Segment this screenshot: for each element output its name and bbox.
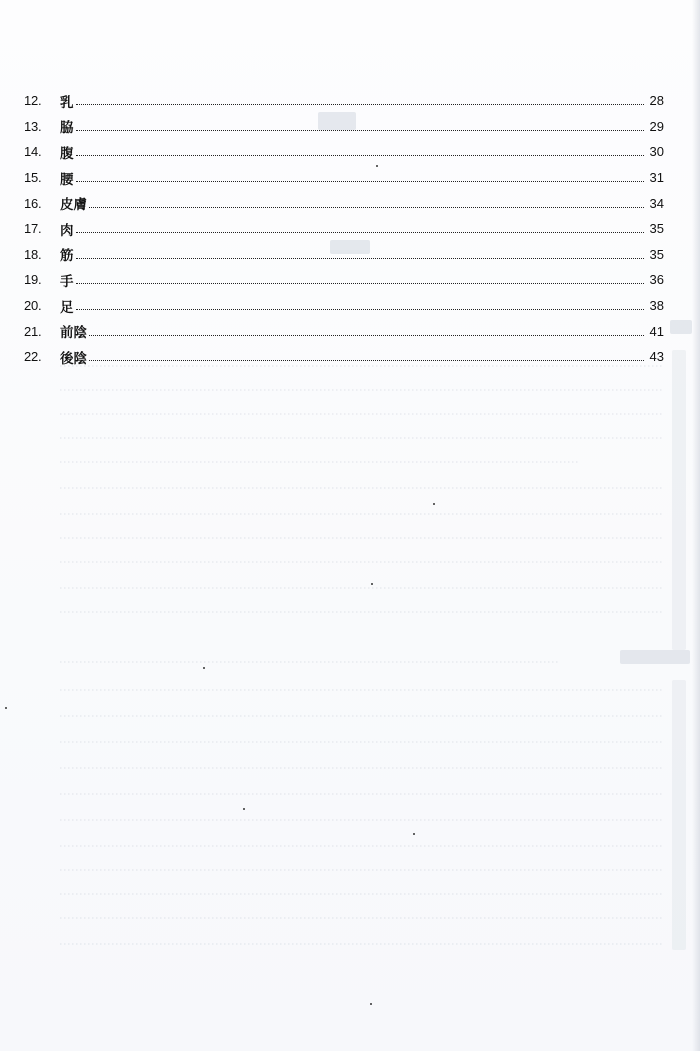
entry-title: 後陰 (60, 350, 87, 367)
dot-leader (76, 258, 645, 259)
scan-speck (376, 165, 378, 167)
toc-entry (24, 344, 664, 370)
scan-speck (433, 503, 435, 505)
entry-title: 足 (60, 299, 74, 316)
dot-leader (76, 232, 645, 233)
scan-speck (203, 667, 205, 669)
entry-title: 脇 (60, 120, 74, 137)
toc-entry (24, 293, 664, 319)
toc-entry (24, 242, 664, 268)
entry-page-number: 34 (649, 195, 664, 211)
scan-speck (371, 583, 373, 585)
dot-leader (89, 360, 644, 361)
dot-leader (89, 335, 644, 336)
dot-leader (76, 181, 645, 182)
entry-number: 14. (24, 144, 42, 160)
entry-page-number: 35 (649, 221, 664, 237)
toc-entry (24, 114, 664, 140)
entry-title: 筋 (60, 248, 74, 265)
dot-leader (76, 130, 645, 131)
entry-title: 皮膚 (60, 197, 87, 214)
entry-page-number: 28 (649, 93, 664, 109)
toc-entry (24, 165, 664, 191)
entry-title: 手 (60, 273, 74, 290)
scan-speck (370, 1003, 372, 1005)
toc-entry (24, 318, 664, 344)
entry-page-number: 29 (649, 118, 664, 134)
entry-page-number: 43 (649, 349, 664, 365)
entry-number: 13. (24, 118, 42, 134)
page-edge-shadow (692, 0, 700, 1051)
entry-number: 17. (24, 221, 42, 237)
entry-title: 腰 (60, 171, 74, 188)
entry-number: 12. (24, 93, 42, 109)
scan-speck (5, 707, 7, 709)
table-of-contents (24, 88, 664, 370)
toc-entry (24, 139, 664, 165)
dot-leader (89, 207, 644, 208)
entry-number: 15. (24, 170, 42, 186)
entry-number: 16. (24, 195, 42, 211)
dot-leader (76, 104, 645, 105)
entry-page-number: 35 (649, 246, 664, 262)
toc-entry (24, 88, 664, 114)
entry-title: 乳 (60, 94, 74, 111)
entry-page-number: 41 (649, 323, 664, 339)
toc-entry (24, 216, 664, 242)
dot-leader (76, 155, 645, 156)
dot-leader (76, 309, 645, 310)
toc-entry (24, 267, 664, 293)
entry-title: 肉 (60, 222, 74, 239)
entry-number: 22. (24, 349, 42, 365)
toc-entry (24, 190, 664, 216)
entry-page-number: 31 (649, 170, 664, 186)
scan-speck (413, 833, 415, 835)
entry-page-number: 38 (649, 298, 664, 314)
entry-number: 20. (24, 298, 42, 314)
entry-page-number: 30 (649, 144, 664, 160)
entry-page-number: 36 (649, 272, 664, 288)
entry-title: 前陰 (60, 325, 87, 342)
entry-number: 21. (24, 323, 42, 339)
dot-leader (76, 283, 645, 284)
entry-title: 腹 (60, 145, 74, 162)
entry-number: 18. (24, 246, 42, 262)
entry-number: 19. (24, 272, 42, 288)
scan-speck (243, 808, 245, 810)
